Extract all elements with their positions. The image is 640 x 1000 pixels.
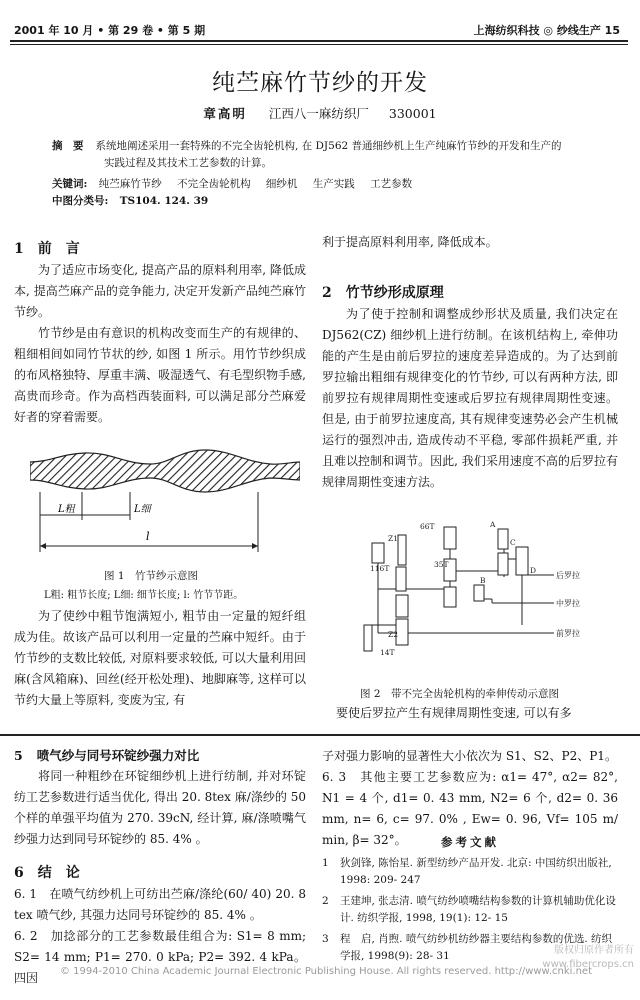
section-number: 6 (14, 865, 24, 881)
reference-item (322, 855, 618, 889)
author-postcode: 330001 (388, 106, 437, 121)
paragraph: 要使后罗拉产生有规律周期性变速, 可以有多 (336, 706, 572, 720)
references-title: 参考文献 (441, 835, 499, 849)
keyword: 工艺参数 (370, 178, 413, 190)
section-number: 2 (322, 285, 332, 301)
paragraph: 为了使纱中粗节饱满短小, 粗节由一定量的短纤组成为佳。故该产品可以利用一定量的苎麻中短纤。由于竹节纱的支数比较低, 对原料要求较低, 可以大量利用回麻(含风箱麻)、回丝(经开松处理)、地脚麻等, 这样可以节约大量上等原料, 变废为宝, 有 (14, 609, 306, 707)
running-header-left: 2001 年 10 月 • 第 29 卷 • 第 5 期 (14, 24, 206, 37)
watermark-line: 版权归原作者所有 (554, 945, 634, 956)
figure-2-caption: 图 2 带不完全齿轮机构的牵伸传动示意图 (360, 688, 560, 700)
section-number: 1 (14, 241, 24, 257)
keywords-label: 关键词: (52, 178, 88, 190)
header-rule (10, 40, 628, 42)
keywords-block (52, 176, 612, 210)
header-rule-thin (10, 44, 628, 45)
right-col-continuation (322, 232, 618, 253)
paragraph: 6. 3 其他主要工艺参数应为: α1= 47°, α2= 82°, N1 = 4 个, d1= 0. 43 mm, N2= 6 个, d2= 0. 36 mm, n= 6, c= 97. 0% , Ew= 0. 96, Vf= 105 m/ min, β= 32°。 (322, 770, 618, 847)
section-1-heading (14, 238, 80, 258)
label-pitch: l (146, 530, 150, 543)
gear-label: Z1 (388, 534, 398, 543)
paragraph: 利于提高原料利用率, 降低成本。 (322, 235, 498, 249)
section-title: 结 论 (37, 865, 80, 881)
reference-item (322, 893, 618, 927)
roller-label: 后罗拉 (556, 571, 580, 580)
classification-label: 中图分类号: (52, 195, 109, 207)
classification-value: TS104. 124. 39 (119, 195, 209, 207)
watermark-line: www.fibercrops.cn (542, 959, 634, 970)
paragraph: 6. 1 在喷气纺纱机上可纺出苎麻/涤纶(60/ 40) 20. 8 tex 喷气纱, 其强力达同号环锭纱的 85. 4% 。 (14, 887, 306, 922)
label-l-xi: L细 (134, 504, 151, 515)
gear-label: 66T (420, 522, 435, 531)
section-title: 竹节纱形成原理 (345, 285, 444, 301)
figure-1-caption: 图 1 竹节纱示意图 (104, 570, 199, 582)
slub-yarn-diagram (30, 440, 300, 570)
reference-number: 3 (322, 933, 329, 945)
watermark (542, 944, 634, 972)
gear-label: D (530, 566, 537, 575)
section-1-body-cont (14, 606, 306, 711)
section-title: 前 言 (37, 241, 80, 257)
article-title: 纯苎麻竹节纱的开发 (212, 70, 428, 96)
paragraph: 为了使于控制和调整成纱形状及质量, 我们决定在 DJ562(CZ) 细纱机上进行纺制。在该机结构上, 牵伸功能的产生是由前后罗拉的速度差异造成的。为了达到前罗拉输出粗细有规律变化的竹节纱, 可以有两种方法, 即前罗拉有规律周期性变速或后罗拉有规律周期性变速。但是, 由于前罗拉速度高, 其有规律变速势必会产生机械运行的强烈冲击, 造成传动不平稳, 零部件损耗严重, 并且难以控制和调节。因此, 我们采用速度不高的后罗拉有规律周期性变速方法。 (322, 307, 618, 489)
gear-label: B (480, 576, 486, 585)
gear-label: Z2 (388, 630, 398, 639)
roller-label: 中罗拉 (556, 599, 580, 608)
roller-label: 前罗拉 (556, 629, 580, 638)
section-title: 喷气纱与同号环锭纱强力对比 (36, 748, 200, 763)
author-name: 章高明 (203, 106, 247, 121)
section-2-body-cont (336, 703, 618, 724)
drafting-transmission-diagram (340, 515, 610, 677)
abstract-text-1: 系统地阐述采用一套特殊的不完全齿轮机构, 在 DJ562 普通细纱机上生产纯麻竹节纱的开发和生产的 (95, 140, 562, 152)
section-1-body (14, 260, 306, 428)
gear-label: A (490, 520, 496, 529)
author-line (0, 104, 640, 122)
article-separator (0, 734, 640, 736)
keyword: 生产实践 (312, 178, 355, 190)
reference-text: 狄剑锋, 陈怡星. 新型纺纱产品开发. 北京: 中国纺织出版社, 1998: 209- 247 (340, 857, 612, 886)
reference-text: 王建坤, 张志清. 喷气纺纱喷嘴结构参数的计算机辅助优化设计. 纺织学报, 1998, 19(1): 12- 15 (340, 895, 616, 924)
gear-label: 116T (370, 564, 390, 573)
section-2-heading (322, 282, 444, 302)
paragraph: 为了适应市场变化, 提高产品的原料利用率, 降低成本, 提高苎麻产品的竞争能力, 决定开发新产品纯苎麻竹节纱。 (14, 263, 306, 319)
paragraph: 将同一种粗纱在环锭细纱机上进行纺制, 并对环锭纺工艺参数进行适当优化, 得出 20. 8tex 麻/涤纱的 50 个样的单强平均值为 270. 39cN, 经计算, 麻/涤喷嘴气纱强力达到同号环锭纱的 85. 4% 。 (14, 769, 306, 846)
keyword: 细纱机 (265, 178, 298, 190)
abstract-text-2: 实践过程及其技术工艺参数的计算。 (104, 157, 272, 169)
running-header-right: 上海纺织科技 ◎ 纱线生产 15 (473, 24, 620, 37)
reference-number: 2 (322, 895, 329, 907)
reference-number: 1 (322, 857, 329, 869)
figure-2 (340, 515, 610, 677)
section-6-heading (14, 862, 80, 882)
gear-label: 14T (380, 648, 395, 657)
reference-text: 程 启, 肖煦. 喷气纺纱机纺纱器主要结构参数的优选. 纺织学报, 1998(9): 28- 31 (340, 933, 613, 962)
section-number: 5 (14, 748, 23, 763)
paragraph: 子对强力影响的显著性大小依次为 S1、S2、P2、P1。 (322, 749, 617, 763)
gear-label: C (510, 538, 516, 547)
figure-1-legend: L粗: 粗节长度; L细: 细节长度; l: 竹节节距。 (44, 590, 244, 601)
paragraph: 竹节纱是由有意识的机构改变而生产的有规律的、粗细相间如同竹节状的纱, 如图 1 所示。用竹节纱织成的布风格独特、厚重丰满、吸湿透气、有毛型织物手感, 高贵而珍奇。作为高档西装面料, 可以满足部分苎麻爱好者的穿着需要。 (14, 326, 306, 424)
label-l-cu: L粗 (58, 504, 75, 515)
author-affiliation: 江西八一麻纺织厂 (268, 106, 369, 121)
section-5-body (14, 766, 306, 850)
section-2-body (322, 304, 618, 493)
gear-label: 35T (434, 560, 449, 569)
keyword: 不完全齿轮机构 (177, 178, 251, 190)
abstract (52, 138, 612, 172)
figure-1 (30, 440, 300, 570)
copyright-footer: © 1994-2010 China Academic Journal Electronic Publishing House. All rights reserved. http://www.cnki.net (60, 966, 592, 977)
section-5-heading (14, 746, 199, 764)
keyword: 纯苎麻竹节纱 (98, 178, 162, 190)
paragraph: 6. 2 加捻部分的工艺参数最佳组合为: S1= 8 mm; S2= 14 mm; P1= 270. 0 kPa; P2= 392. 4 kPa。四因 (14, 929, 306, 985)
abstract-label: 摘 要 (52, 140, 84, 152)
